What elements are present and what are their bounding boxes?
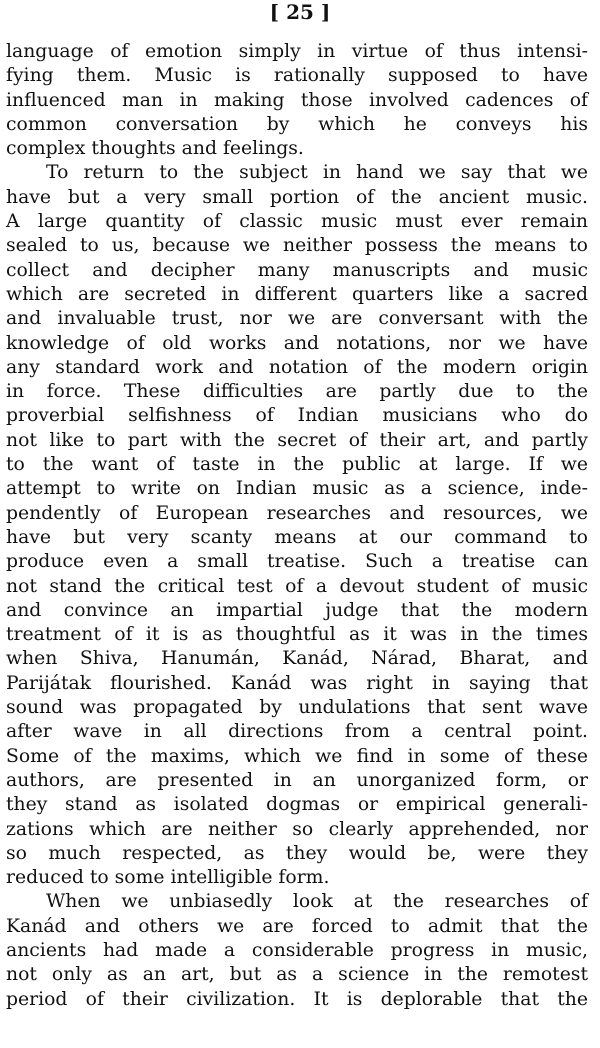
- text-line: ancients had made a considerable progress in music,: [6, 939, 588, 961]
- text-line: attempt to write on Indian music as a science, inde-: [6, 478, 588, 500]
- text-line: influenced man in making those involved cadences of: [6, 89, 588, 111]
- text-line: after wave in all directions from a central point.: [6, 721, 588, 743]
- text-line: language of emotion simply in virtue of thus intensi-: [6, 41, 588, 62]
- text-line: treatment of it is as thoughtful as it was in the times: [6, 624, 588, 646]
- text-line: zations which are neither so clearly apprehended, nor: [6, 818, 588, 840]
- text-line: to the want of taste in the public at large. If we: [6, 454, 588, 476]
- text-line: To return to the subject in hand we say that we: [46, 162, 588, 184]
- body-text: [6, 40, 588, 1012]
- text-line: complex thoughts and feelings.: [6, 138, 304, 160]
- text-line: collect and decipher many manuscripts and music: [6, 259, 588, 281]
- text-line: authors, are presented in an unorganized form, or: [6, 769, 588, 791]
- text-line: A large quantity of classic music must ever remain: [6, 211, 588, 233]
- text-line: have but very scanty means at our command to: [6, 526, 588, 548]
- text-line: not like to part with the secret of their art, and partly: [6, 429, 588, 451]
- text-line: sealed to us, because we neither possess the means to: [6, 235, 588, 257]
- text-line: common conversation by which he conveys his: [6, 113, 588, 135]
- text-line: Parijátak flourished. Kanád was right in saying that: [6, 672, 588, 694]
- paragraph: [6, 161, 588, 890]
- text-line: Kanád and others we are forced to admit that the: [6, 915, 588, 937]
- page-number: [ 25 ]: [269, 0, 331, 24]
- text-line: and invaluable trust, nor we are conversant with the: [6, 308, 588, 330]
- text-line: proverbial selfishness of Indian musicians who do: [6, 405, 588, 427]
- paragraph: [6, 890, 588, 1011]
- text-line: reduced to some intelligible form.: [6, 867, 330, 889]
- text-line: they stand as isolated dogmas or empirical generali-: [6, 794, 588, 816]
- text-line: so much respected, as they would be, were they: [6, 842, 588, 864]
- text-line: sound was propagated by undulations that sent wave: [6, 697, 588, 719]
- text-line: in force. These difficulties are partly due to the: [6, 381, 588, 403]
- text-line: produce even a small treatise. Such a treatise can: [6, 551, 588, 573]
- paragraph: [6, 40, 588, 161]
- text-line: when Shiva, Hanumán, Kanád, Nárad, Bharat, and: [6, 648, 588, 670]
- text-line: fying them. Music is rationally supposed to have: [6, 65, 588, 87]
- text-line: which are secreted in different quarters like a sacred: [6, 283, 588, 305]
- text-line: not only as an art, but as a science in the remotest: [6, 964, 588, 986]
- text-line: have but a very small portion of the ancient music.: [6, 186, 588, 208]
- text-line: and convince an impartial judge that the modern: [6, 599, 588, 621]
- text-line: period of their civilization. It is deplorable that the: [6, 988, 588, 1010]
- text-line: When we unbiasedly look at the researches of: [46, 891, 588, 913]
- text-line: any standard work and notation of the modern origin: [6, 356, 588, 378]
- text-line: knowledge of old works and notations, nor we have: [6, 332, 588, 354]
- text-line: Some of the maxims, which we find in some of these: [6, 745, 588, 767]
- text-line: not stand the critical test of a devout student of music: [6, 575, 588, 597]
- text-line: pendently of European researches and resources, we: [6, 502, 588, 524]
